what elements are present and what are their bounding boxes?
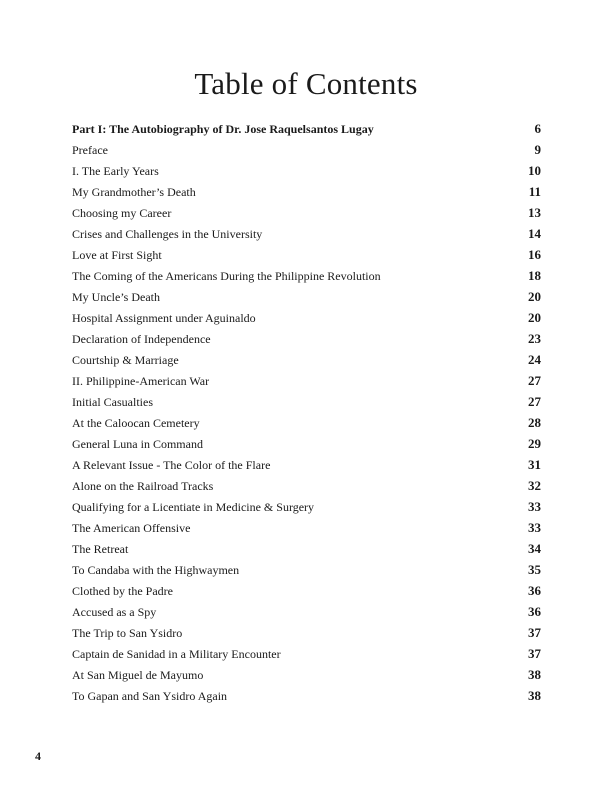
toc-entry-page: 27 (528, 394, 541, 409)
toc-entry[interactable] (72, 160, 541, 181)
toc-entry-page: 35 (528, 562, 541, 577)
toc-entry-page: 11 (528, 184, 541, 199)
toc-entry-title: Courtship & Marriage (72, 353, 179, 367)
toc-entry[interactable] (72, 433, 541, 454)
toc-entry[interactable] (72, 223, 541, 244)
toc-entry-page: 10 (528, 163, 541, 178)
toc-entry-title: Clothed by the Padre (72, 584, 173, 598)
page-title: Table of Contents (194, 66, 418, 101)
toc-entry[interactable] (72, 202, 541, 223)
toc-entry[interactable] (72, 580, 541, 601)
toc-entry-page: 16 (528, 247, 541, 262)
toc-entry[interactable] (72, 496, 541, 517)
toc-entry-title: Love at First Sight (72, 248, 162, 262)
toc-entry-page: 36 (528, 604, 541, 619)
toc-entry-title: To Candaba with the Highwaymen (72, 563, 240, 577)
toc-entry-title: Crises and Challenges in the University (72, 227, 263, 241)
toc-entry-page: 23 (528, 331, 541, 346)
toc-entry[interactable] (72, 265, 541, 286)
toc-entry-page: 33 (528, 499, 541, 514)
toc-entry-page: 18 (528, 268, 541, 283)
toc-entry[interactable] (72, 664, 541, 685)
toc-entry-page: 27 (528, 373, 541, 388)
toc-entry-page: 34 (528, 541, 541, 556)
toc-entry-title: The Trip to San Ysidro (72, 626, 183, 640)
toc-entry-title: At San Miguel de Mayumo (72, 668, 204, 682)
toc-entry[interactable] (72, 286, 541, 307)
table-of-contents (72, 118, 541, 706)
toc-entry-title: To Gapan and San Ysidro Again (72, 689, 228, 703)
toc-entry[interactable] (72, 118, 541, 139)
toc-entry-title: Accused as a Spy (72, 605, 157, 619)
toc-entry[interactable] (72, 685, 541, 706)
toc-entry-title: At the Caloocan Cemetery (72, 416, 200, 430)
toc-entry[interactable] (72, 391, 541, 412)
toc-entry-page: 32 (528, 478, 541, 493)
toc-entry-page: 29 (528, 436, 541, 451)
toc-entry-page: 36 (528, 583, 541, 598)
toc-entry[interactable] (72, 307, 541, 328)
toc-entry-title: Captain de Sanidad in a Military Encounter (72, 647, 281, 661)
toc-entry[interactable] (72, 244, 541, 265)
toc-entry-title: General Luna in Command (72, 437, 203, 451)
toc-entry-page: 20 (528, 289, 541, 304)
toc-entry-title: The Coming of the Americans During the Philippine Revolution (72, 269, 381, 283)
toc-entry-title: My Uncle’s Death (72, 290, 160, 304)
toc-entry-page: 20 (528, 310, 541, 325)
toc-entry[interactable] (72, 643, 541, 664)
toc-entry-page: 6 (534, 121, 541, 136)
toc-entry[interactable] (72, 412, 541, 433)
toc-entry[interactable] (72, 370, 541, 391)
toc-entry-title: II. Philippine-American War (72, 374, 210, 388)
toc-entry[interactable] (72, 475, 541, 496)
toc-entry-page: 24 (528, 352, 541, 367)
toc-entry[interactable] (72, 454, 541, 475)
toc-entry-page: 13 (528, 205, 541, 220)
toc-entry-title: Qualifying for a Licentiate in Medicine & Surgery (72, 500, 315, 514)
toc-entry[interactable] (72, 181, 541, 202)
toc-entry-title: Declaration of Independence (72, 332, 211, 346)
page-number: 4 (35, 749, 41, 763)
toc-entry-title: My Grandmother’s Death (72, 185, 196, 199)
toc-entry-page: 9 (534, 142, 541, 157)
toc-entry[interactable] (72, 601, 541, 622)
toc-entry-page: 33 (528, 520, 541, 535)
toc-entry[interactable] (72, 559, 541, 580)
toc-entry-title: A Relevant Issue - The Color of the Flare (72, 458, 271, 472)
toc-entry[interactable] (72, 622, 541, 643)
toc-entry[interactable] (72, 538, 541, 559)
toc-entry-page: 14 (528, 226, 541, 241)
toc-entry-page: 38 (528, 688, 541, 703)
toc-entry-title: Part I: The Autobiography of Dr. Jose Raquelsantos Lugay (72, 122, 374, 136)
toc-entry-page: 37 (528, 646, 541, 661)
toc-entry-page: 38 (528, 667, 541, 682)
toc-entry-title: I. The Early Years (72, 164, 159, 178)
toc-entry-title: Choosing my Career (72, 206, 172, 220)
toc-entry[interactable] (72, 349, 541, 370)
toc-entry-title: Initial Casualties (72, 395, 153, 409)
toc-entry-page: 37 (528, 625, 541, 640)
toc-entry[interactable] (72, 139, 541, 160)
toc-entry-title: Alone on the Railroad Tracks (72, 479, 214, 493)
toc-entry[interactable] (72, 517, 541, 538)
toc-entry-title: The Retreat (72, 542, 129, 556)
toc-entry-title: Preface (72, 143, 108, 157)
toc-entry[interactable] (72, 328, 541, 349)
toc-entry-title: Hospital Assignment under Aguinaldo (72, 311, 256, 325)
toc-entry-page: 28 (528, 415, 541, 430)
toc-entry-title: The American Offensive (72, 521, 191, 535)
toc-entry-page: 31 (528, 457, 541, 472)
